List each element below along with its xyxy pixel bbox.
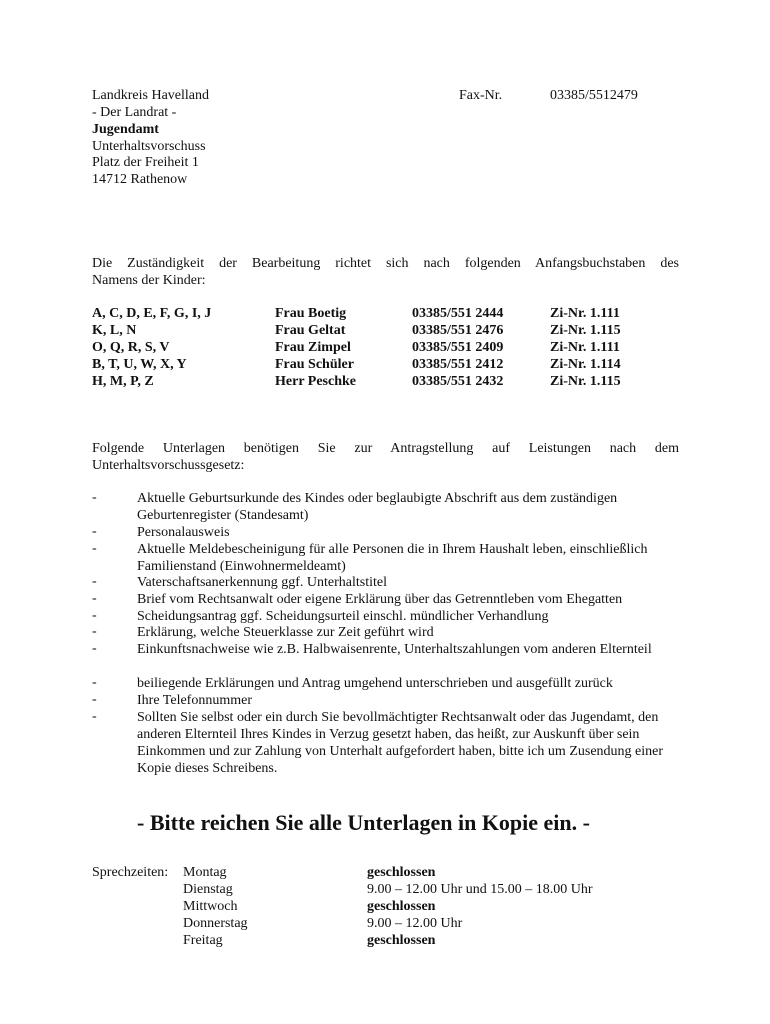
list-dash: - [92,591,97,606]
sender-line: Jugendamt [92,122,159,137]
letters-cell: B, T, U, W, X, Y [92,357,187,372]
name-cell: Frau Schüler [275,357,354,372]
sender-line: 14712 Rathenow [92,172,188,187]
list-item-text: Personalausweis [137,525,230,540]
fax-label: Fax-Nr. [459,88,503,103]
phone-cell: 03385/551 2476 [412,323,504,338]
list-dash: - [92,709,97,724]
list-item-text: Erklärung, welche Steuerklasse zur Zeit geführt wird [137,625,434,640]
list-item-text: Einkunftsnachweise wie z.B. Halbwaisenrente, Unterhaltszahlungen vom anderen Elternteil [137,642,652,657]
room-cell: Zi-Nr. 1.111 [550,340,620,355]
list-item-text: beiliegende Erklärungen und Antrag umgehend unterschrieben und ausgefüllt zurück [137,676,613,691]
office-hours-day: Freitag [183,933,223,948]
list-item-text: Sollten Sie selbst oder ein durch Sie bevollmächtigter Rechtsanwalt oder das Jugendamt, den anderen Elternteil Ihres Kindes in Verzug gesetzt haben, das heißt, zur Auskunft über sein Einkommen und zur Zahlung von Unterhalt aufgefordert haben, bitte ich um Zusendung einer Kopie dieses Schreibens. [137,710,664,776]
list-item-text: Brief vom Rechtsanwalt oder eigene Erklärung über das Getrenntleben vom Ehegatten [137,592,623,607]
list-dash: - [92,524,97,539]
intro-line-2: Namens der Kinder: [92,273,206,288]
name-cell: Frau Geltat [275,323,346,338]
list-dash: - [92,641,97,656]
name-cell: Frau Zimpel [275,340,351,355]
list-item-text: Scheidungsantrag ggf. Scheidungsurteil einschl. mündlicher Verhandlung [137,609,549,624]
sender-line: Landkreis Havelland [92,88,210,103]
list-dash: - [92,692,97,707]
list-item-text: Aktuelle Meldebescheinigung für alle Personen die in Ihrem Haushalt leben, einschließlich Familienstand (Einwohnermeldeamt) [137,542,648,574]
list-dash: - [92,624,97,639]
office-hours-day: Donnerstag [183,916,248,931]
list-item-text: Aktuelle Geburtsurkunde des Kindes oder beglaubigte Abschrift aus dem zuständigen Geburtenregister (Standesamt) [137,491,618,523]
table-row [0,322,770,339]
table-row [0,356,770,373]
sender-line: - Der Landrat - [92,105,177,120]
room-cell: Zi-Nr. 1.115 [550,323,621,338]
office-hours-day: Dienstag [183,882,233,897]
list-dash: - [92,490,97,505]
office-hours-label: Sprechzeiten: [92,865,169,880]
office-hours-day: Mittwoch [183,899,238,914]
office-hours-time: geschlossen [367,865,436,880]
office-hours-time: geschlossen [367,933,436,948]
table-row [0,373,770,390]
phone-cell: 03385/551 2412 [412,357,504,372]
room-cell: Zi-Nr. 1.111 [550,306,620,321]
documents-intro-line-2: Unterhaltsvorschussgesetz: [92,458,245,473]
office-hours-time: 9.00 – 12.00 Uhr [367,916,463,931]
sender-line: Platz der Freiheit 1 [92,155,199,170]
letters-cell: O, Q, R, S, V [92,340,170,355]
letters-cell: A, C, D, E, F, G, I, J [92,306,212,321]
phone-cell: 03385/551 2432 [412,374,504,389]
list-dash: - [92,608,97,623]
office-hours-day: Montag [183,865,227,880]
room-cell: Zi-Nr. 1.114 [550,357,621,372]
letters-cell: H, M, P, Z [92,374,154,389]
phone-cell: 03385/551 2409 [412,340,504,355]
table-row [0,339,770,356]
letters-cell: K, L, N [92,323,137,338]
table-row [0,305,770,322]
sender-line: Unterhaltsvorschuss [92,139,206,154]
list-dash: - [92,541,97,556]
intro-line-1: Die Zuständigkeit der Bearbeitung richtet sich nach folgenden Anfangsbuchstaben des [92,256,679,271]
copy-notice: - Bitte reichen Sie alle Unterlagen in Kopie ein. - [137,810,590,835]
fax-number: 03385/5512479 [550,88,638,103]
room-cell: Zi-Nr. 1.115 [550,374,621,389]
office-hours-time: 9.00 – 12.00 Uhr und 15.00 – 18.00 Uhr [367,882,593,897]
name-cell: Frau Boetig [275,306,347,321]
list-item-text: Vaterschaftsanerkennung ggf. Unterhaltstitel [137,575,387,590]
name-cell: Herr Peschke [275,374,356,389]
documents-intro-line-1: Folgende Unterlagen benötigen Sie zur Antragstellung auf Leistungen nach dem [92,441,679,456]
list-dash: - [92,574,97,589]
phone-cell: 03385/551 2444 [412,306,504,321]
office-hours-time: geschlossen [367,899,436,914]
list-dash: - [92,675,97,690]
list-item-text: Ihre Telefonnummer [137,693,252,708]
